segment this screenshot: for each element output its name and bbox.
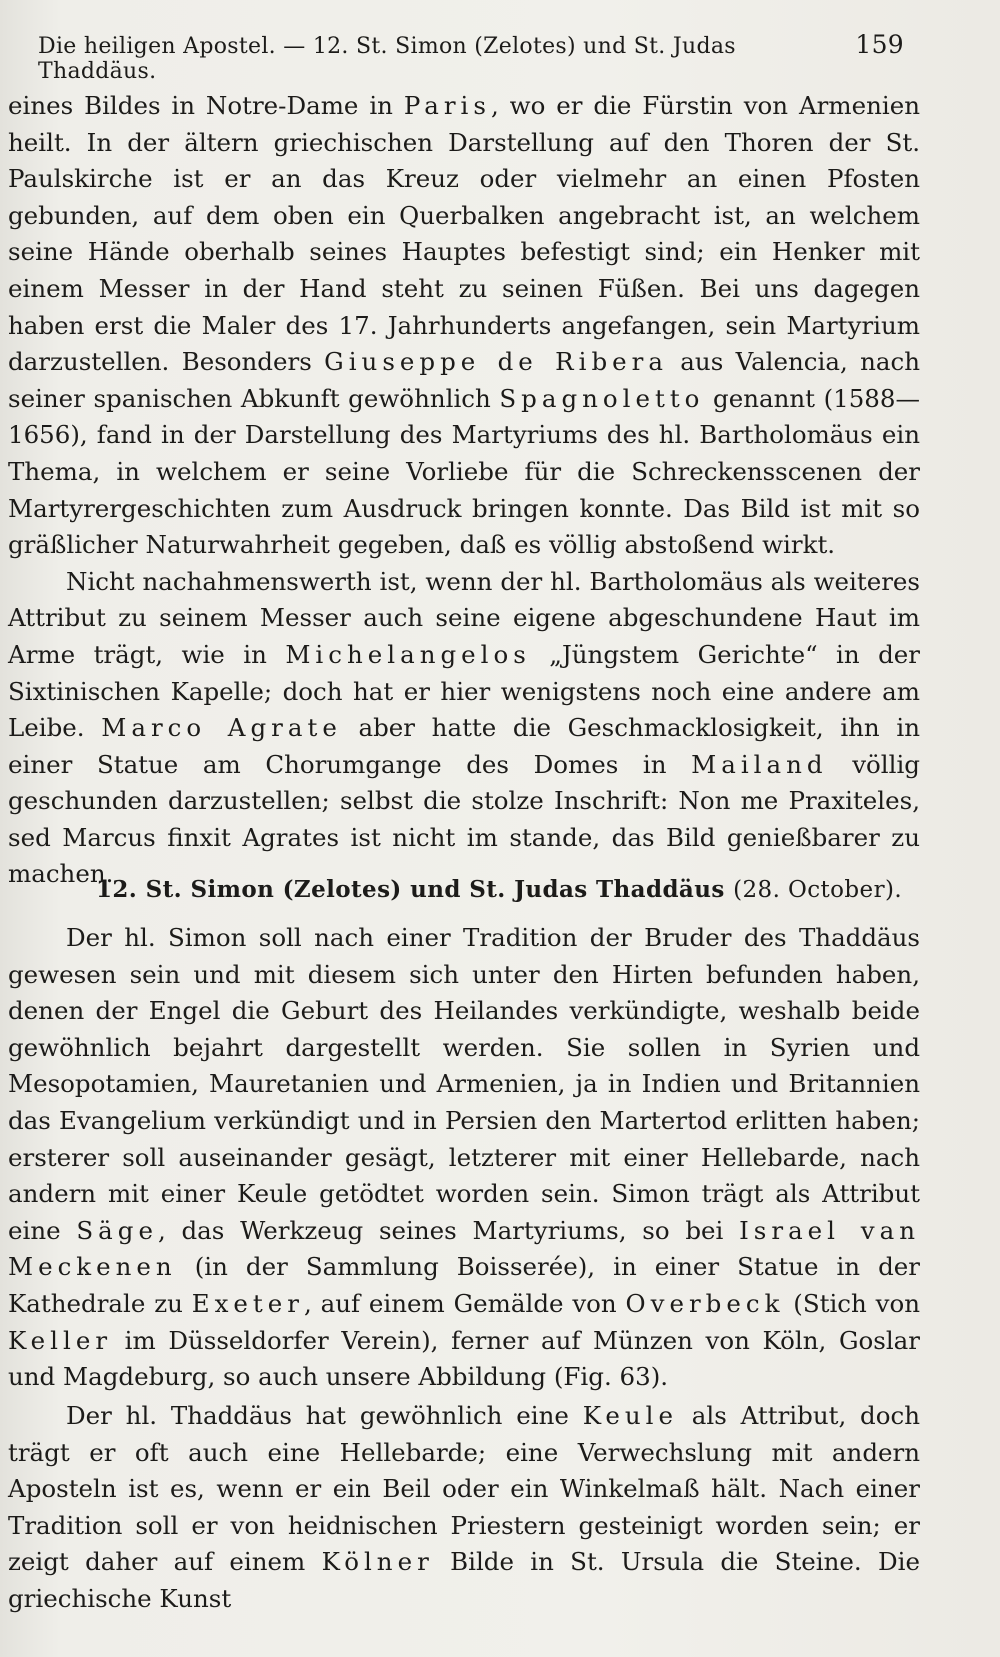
- spaced-name: Keller: [8, 1325, 113, 1355]
- paragraph-simon: [8, 920, 920, 1396]
- text-run: völlig geschunden darzustellen; selbst die stolze Inschrift: Non me Praxiteles, sed Marcus finxit Agrates ist nicht im stande, das Bild genießbarer zu machen.: [8, 749, 920, 889]
- text-block-top: [8, 88, 920, 893]
- text-run: genannt (1588—1656), fand in der Darstellung des Martyriums des hl. Bartholomäus ein Thema, in welchem er seine Vorliebe für die Schreckensscenen der Martyrergeschichten zum Ausdruck bringen konnte. Das Bild ist mit so gräßlicher Naturwahrheit gegeben, daß es völlig abstoßend wirkt.: [8, 383, 920, 560]
- paragraph-ribera: [8, 88, 920, 564]
- text-run: (in der Sammlung Boisserée), in einer Statue in der Kathedrale zu: [8, 1252, 920, 1318]
- text-block-thaddaeus: [8, 1398, 920, 1618]
- text-run: , auf einem Gemälde von: [304, 1288, 626, 1318]
- spaced-name: Overbeck: [625, 1288, 785, 1318]
- paragraph-thaddaeus: [8, 1398, 920, 1618]
- text-block-simon: [8, 920, 920, 1396]
- spaced-name: Marco Agrate: [101, 713, 342, 743]
- text-run: , wo er die Fürstin von Armenien heilt. In der ältern griechischen Darstellung auf den Thoren der St. Paulskirche ist er an das Kreuz oder vielmehr an einen Pfosten gebunden, auf dem oben ein Querbalken angebracht ist, an welchem seine Hände oberhalb seines Hauptes befestigt sind; ein Henker mit einem Messer in der Hand steht zu seinen Füßen. Bei uns dagegen haben erst die Maler des 17. Jahrhunderts angefangen, sein Martyrium darzustellen. Besonders: [8, 91, 920, 377]
- text-run: Der hl. Simon soll nach einer Tradition der Bruder des Thaddäus gewesen sein und mit diesem sich unter den Hirten befunden haben, denen der Engel die Geburt des Heilandes verkündigte, weshalb beide gewöhnlich bejahrt dargestellt werden. Sie sollen in Syrien und Mesopotamien, Mauretanien und Armenien, ja in Indien und Britannien das Evangelium verkündigt und in Persien den Martertod erlitten haben; ersterer soll auseinander gesägt, letzterer mit einer Hellebarde, nach andern mit einer Keule getödtet worden sein. Simon trägt als Attribut eine: [8, 923, 920, 1245]
- section-heading: [96, 876, 902, 903]
- spaced-name: Israel van Meckenen: [8, 1215, 920, 1282]
- text-run: (Stich von: [784, 1288, 920, 1318]
- text-run: eines Bildes in Notre-Dame in: [8, 91, 404, 120]
- text-run: „Jüngstem Gerichte“ in der Sixtinischen Kapelle; doch hat er hier wenigstens noch eine andere am Leibe.: [8, 639, 920, 743]
- running-header: [38, 30, 904, 84]
- spaced-name: Exeter: [191, 1288, 304, 1318]
- paragraph-michelangelo: [8, 564, 920, 893]
- text-run: Nicht nachahmenswerth ist, wenn der hl. Bartholomäus als weiteres Attribut zu seinem Messer auch seine eigene abgeschundene Haut im Arme trägt, wie in: [8, 566, 920, 669]
- spaced-name: Giuseppe de Ribera: [324, 347, 668, 377]
- spaced-name: Michelangelos: [285, 639, 531, 669]
- spaced-name: Säge: [76, 1215, 158, 1245]
- text-run: , das Werkzeug seines Martyriums, so bei: [157, 1215, 740, 1245]
- spaced-name: Spagnoletto: [499, 383, 705, 413]
- text-run: aber hatte die Geschmacklosigkeit, ihn in einer Statue am Chorumgange des Domes in: [8, 713, 920, 779]
- page-number: 159: [855, 30, 904, 59]
- section-title: 12. St. Simon (Zelotes) und St. Judas Thaddäus: [96, 876, 725, 903]
- text-run: aus Valencia, nach seiner spanischen Abkunft gewöhnlich: [8, 347, 920, 413]
- feast-date: (28. October).: [733, 877, 903, 903]
- text-run: im Düsseldorfer Verein), ferner auf Münzen von Köln, Goslar und Magdeburg, so auch unsere Abbildung (Fig. 63).: [8, 1325, 920, 1392]
- spaced-name: Mailand: [691, 749, 828, 779]
- spaced-name: Kölner: [321, 1547, 434, 1577]
- text-run: als Attribut, doch trägt er oft auch eine Hellebarde; eine Verwechslung mit andern Aposteln ist es, wenn er ein Beil oder ein Winkelmaß hält. Nach einer Tradition soll er von heidnischen Priestern gesteinigt worden sein; er zeigt daher auf einem: [8, 1401, 920, 1577]
- text-run: Der hl. Thaddäus hat gewöhnlich eine: [66, 1401, 583, 1430]
- text-run: Bilde in St. Ursula die Steine. Die griechische Kunst: [8, 1547, 920, 1613]
- running-title: Die heiligen Apostel. — 12. St. Simon (Zelotes) und St. Judas Thaddäus.: [38, 34, 736, 84]
- spaced-name: Keule: [582, 1401, 678, 1430]
- spaced-name: Paris: [403, 91, 491, 120]
